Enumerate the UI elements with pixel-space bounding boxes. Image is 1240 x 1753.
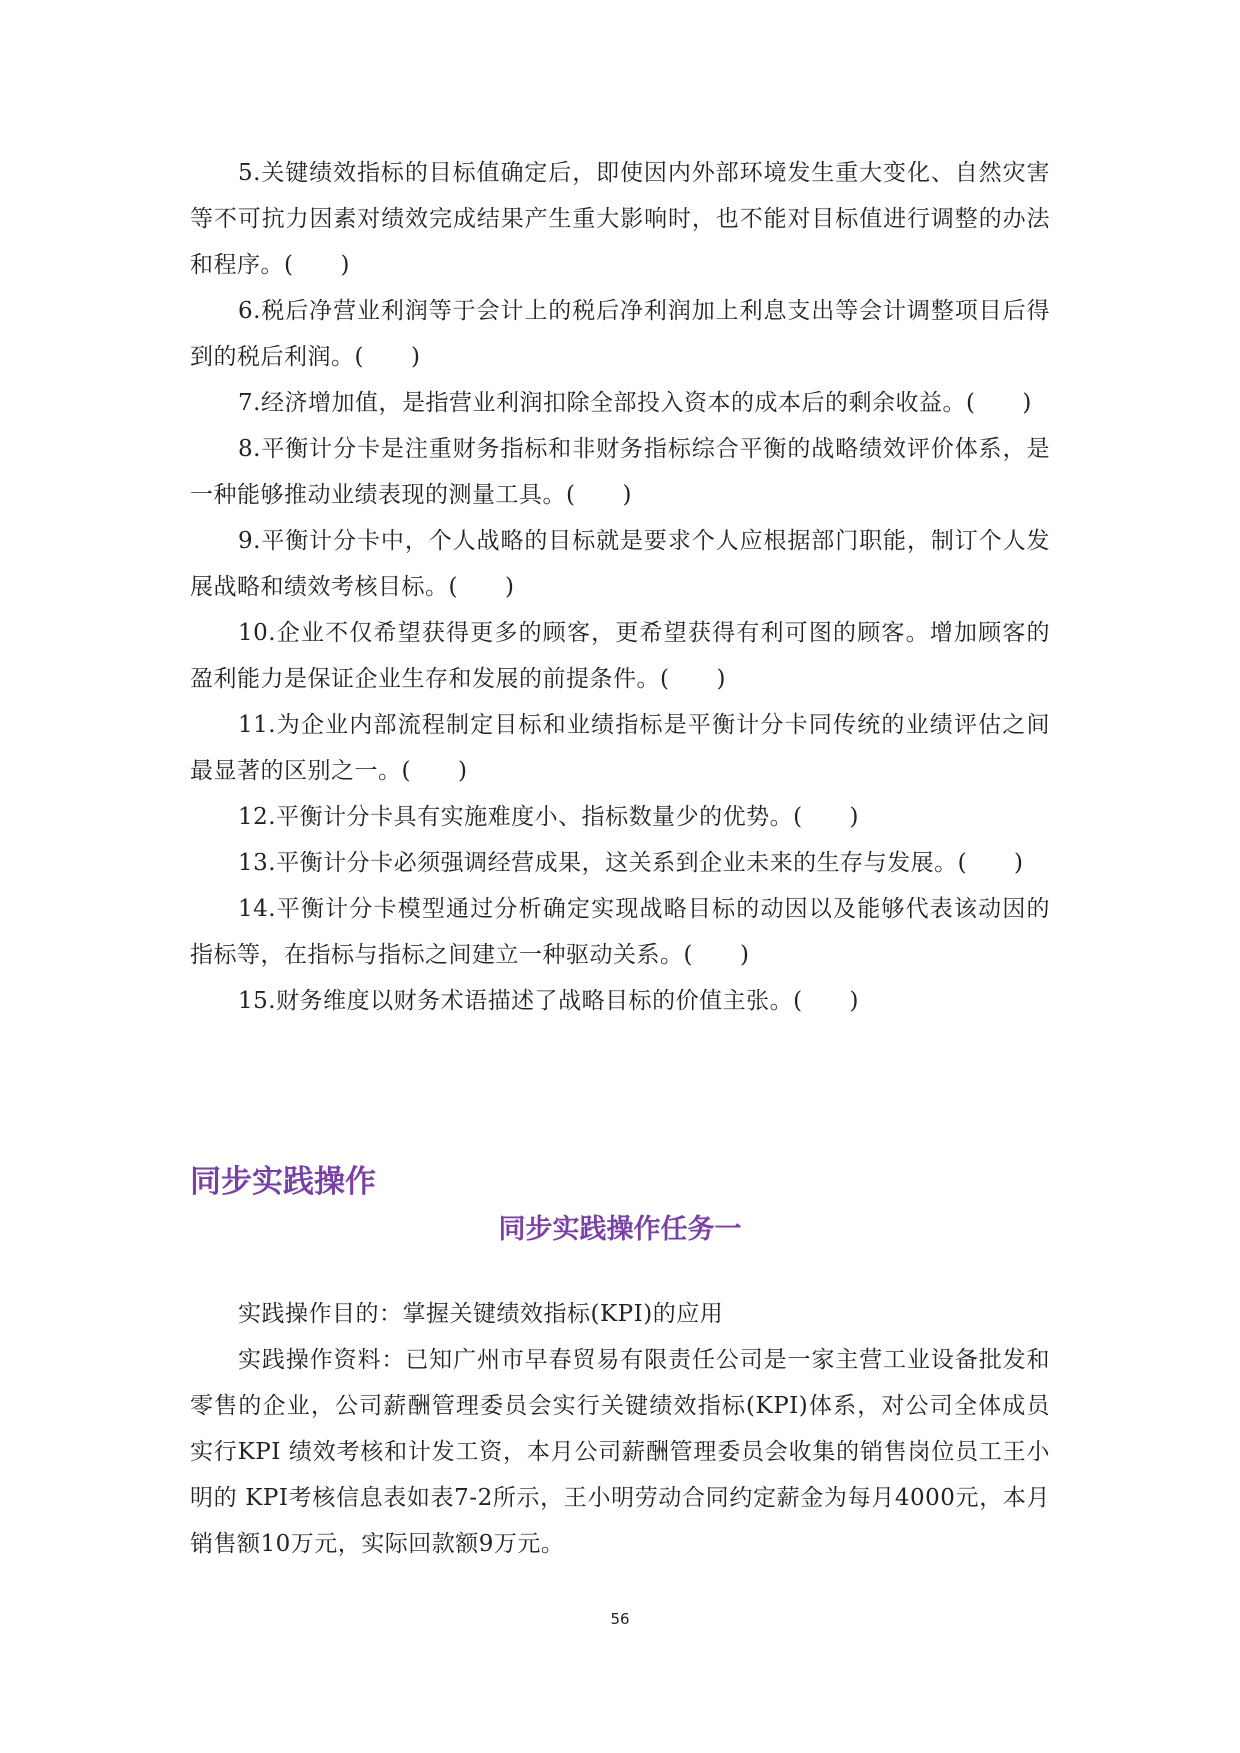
question-9: 9.平衡计分卡中，个人战略的目标就是要求个人应根据部门职能，制订个人发展战略和绩效考核目标。( ) [190, 528, 1050, 600]
question-10: 10.企业不仅希望获得更多的顾客，更希望获得有利可图的顾客。增加顾客的盈利能力是保证企业生存和发展的前提条件。( ) [190, 620, 1050, 692]
question-6: 6.税后净营业利润等于会计上的税后净利润加上利息支出等会计调整项目后得到的税后利润。( ) [190, 298, 1050, 370]
practice-material: 实践操作资料：已知广州市早春贸易有限责任公司是一家主营工业设备批发和零售的企业，公司薪酬管理委员会实行关键绩效指标(KPI)体系，对公司全体成员实行KPI 绩效考核和计发工资，本月公司薪酬管理委员会收集的销售岗位员工王小明的 KPI考核信息表如表7-2所示，王小明劳动合同约定薪金为每月4000元，本月销售额10万元，实际回款额9万元。 [190, 1347, 1050, 1557]
question-11: 11.为企业内部流程制定目标和业绩指标是平衡计分卡同传统的业绩评估之间最显著的区别之一。( ) [190, 712, 1050, 784]
task-title: 同步实践操作任务一 [498, 1214, 742, 1245]
judgment-questions [190, 150, 1050, 1024]
question-12: 12.平衡计分卡具有实施难度小、指标数量少的优势。( ) [238, 804, 860, 830]
question-14: 14.平衡计分卡模型通过分析确定实现战略目标的动因以及能够代表该动因的指标等，在指标与指标之间建立一种驱动关系。( ) [190, 896, 1050, 968]
practice-content [190, 1291, 1050, 1567]
question-5: 5.关键绩效指标的目标值确定后，即使因内外部环境发生重大变化、自然灾害等不可抗力因素对绩效完成结果产生重大影响时，也不能对目标值进行调整的办法和程序。( ) [190, 160, 1050, 278]
practice-purpose: 实践操作目的：掌握关键绩效指标(KPI)的应用 [238, 1301, 724, 1327]
page-number: 56 [610, 1610, 630, 1628]
question-8: 8.平衡计分卡是注重财务指标和非财务指标综合平衡的战略绩效评价体系，是一种能够推动业绩表现的测量工具。( ) [190, 436, 1050, 508]
question-15: 15.财务维度以财务术语描述了战略目标的价值主张。( ) [238, 988, 860, 1014]
question-13: 13.平衡计分卡必须强调经营成果，这关系到企业未来的生存与发展。( ) [238, 850, 1024, 876]
question-7: 7.经济增加值，是指营业利润扣除全部投入资本的成本后的剩余收益。( ) [238, 390, 1032, 416]
section-title: 同步实践操作 [190, 1164, 376, 1200]
